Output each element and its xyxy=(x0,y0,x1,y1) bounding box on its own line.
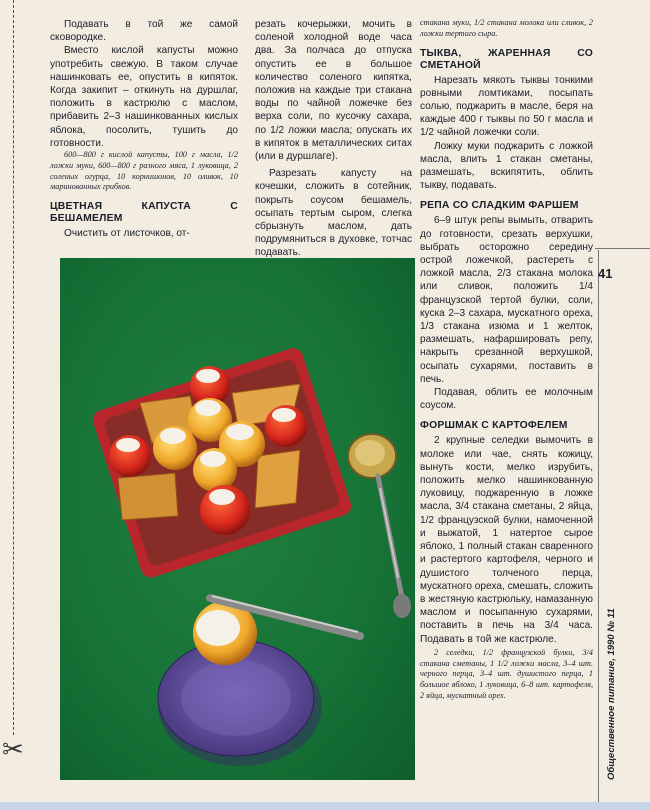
recipe-heading: ФОРШМАК С КАРТОФЕЛЕМ xyxy=(420,420,568,432)
saucer-with-serving xyxy=(158,596,360,766)
text-column-3 xyxy=(420,18,593,702)
text-column-1 xyxy=(50,18,238,240)
recipe-heading: ЦВЕТНАЯ КАПУСТА С БЕШАМЕЛЕМ xyxy=(50,201,238,225)
scissors-icon: ✂ xyxy=(2,734,24,764)
paragraph: Разрезать капусту на кочешки, сложить в сотейник, покрыть соусом бешамель, осыпать тертым сыром, слегка сбрызнуть маслом, дать подрумяниться в духовке, тотчас подавать. xyxy=(255,168,412,259)
food-photo xyxy=(60,258,415,780)
paragraph: 2 крупные селедки вымочить в молоке или чае, снять кожицу, вынуть кости, мелко изрубить, положить мелко нашинкованную луковицу, поджаренную в ложке масла, 3/4 стакана сметаны, 2 яйца, 1/2 французской булки, намоченной и выжатой, 1 натертое сырое яблоко, 1 полный стакан сваренного и растертого картофеля, черного и душистого толченого перца, мускатного ореха, смешать, сложить в жестяную кастрюльку, намазанную маслом и посыпанную сухарями, поставить в печь на 3/4 часа. Подавать в той же кастрюле. xyxy=(420,435,593,645)
journal-credit: Общественное питание, 1990 № 11 xyxy=(606,608,617,780)
recipe-heading: ТЫКВА, ЖАРЕННАЯ СО СМЕТАНОЙ xyxy=(420,47,593,71)
paragraph: 6–9 штук репы вымыть, отварить до готовности, срезать верхушки, выбрать осторожно середину острой ложечкой, растереть с ложкой масла, 2/3 стакана молока или сливок, положить 1/4 французской тертой булки, соли, куска 2–3 сахара, мускатного ореха, 1/3 стакана изюма и 1 желток, размешать, нафаршировать репу, накрыть срезанной верхушкой, осыпать сухарями, поставить в печь. xyxy=(420,215,593,385)
paragraph: Нарезать мякоть тыквы тонкими ровными ломтиками, посыпать солью, поджарить в масле, беря на каждые 400 г тыквы по 50 г масла и 1/2 чайной ложечки соли. xyxy=(420,74,593,139)
cut-line xyxy=(13,0,14,735)
frame-line-top xyxy=(595,248,650,249)
food-illustration xyxy=(60,258,415,780)
paragraph: Ложку муки поджарить с ложкой масла, влить 1 стакан сметаны, размешать, вскипятить, облить тыкву, подавать. xyxy=(420,140,593,192)
ingredients-note: стакана муки, 1/2 стакана молока или сливок, 2 ложки тертого сыра. xyxy=(420,18,593,38)
paragraph: Подавать в той же самой сковородке. xyxy=(50,19,238,44)
paragraph: Очистить от листочков, от- xyxy=(64,228,190,240)
ingredients-note: 2 селедки, 1/2 французской булки, 3/4 стакана сметаны, 1 1/2 ложки масла, 3–4 шт. черного перца, 3–4 шт. душистого перца, 1 большое яблоко, 1 луковица, 6–8 шт. картофеля, 2 яйца, мускатный орех. xyxy=(420,647,593,700)
page-number: 41 xyxy=(598,266,613,281)
recipe-heading: РЕПА СО СЛАДКИМ ФАРШЕМ xyxy=(420,200,579,212)
paragraph: Вместо кислой капусты можно употребить свежую. В таком случае нашинковать ее, опустить в кипяток. Когда закипит – откинуть на дуршлаг, положить в кастрюлю с маслом, прибавить 2–3 нашинкованных кислых яблока, посолить, тушить до готовности. xyxy=(50,45,238,149)
spoon xyxy=(348,434,411,618)
ingredients-note: 600—800 г кислой капусты, 100 г масла, 1/2 ложки муки, 600—800 г разного мяса, 1 луковица, 2 соленых огурца, 10 корнишонов, 10 оливок, 10 маринованных грибков. xyxy=(50,150,238,192)
scan-edge xyxy=(0,802,650,810)
paragraph: Подавая, облить ее молочным соусом. xyxy=(420,387,593,412)
paragraph: резать кочерыжки, мочить в соленой холодной воде часа два. За полчаса до отпуска опустить ее в большое количество соленого кипятка, положив на каждые три стакана воды по чайной ложечке без верха соли, по кусочку сахара, по 1/2 ложки масла; опускать их в кипяток в металлических ситах (или в дуршлаге). xyxy=(255,19,412,163)
frame-line-right xyxy=(598,250,599,808)
text-column-2 xyxy=(255,18,412,272)
